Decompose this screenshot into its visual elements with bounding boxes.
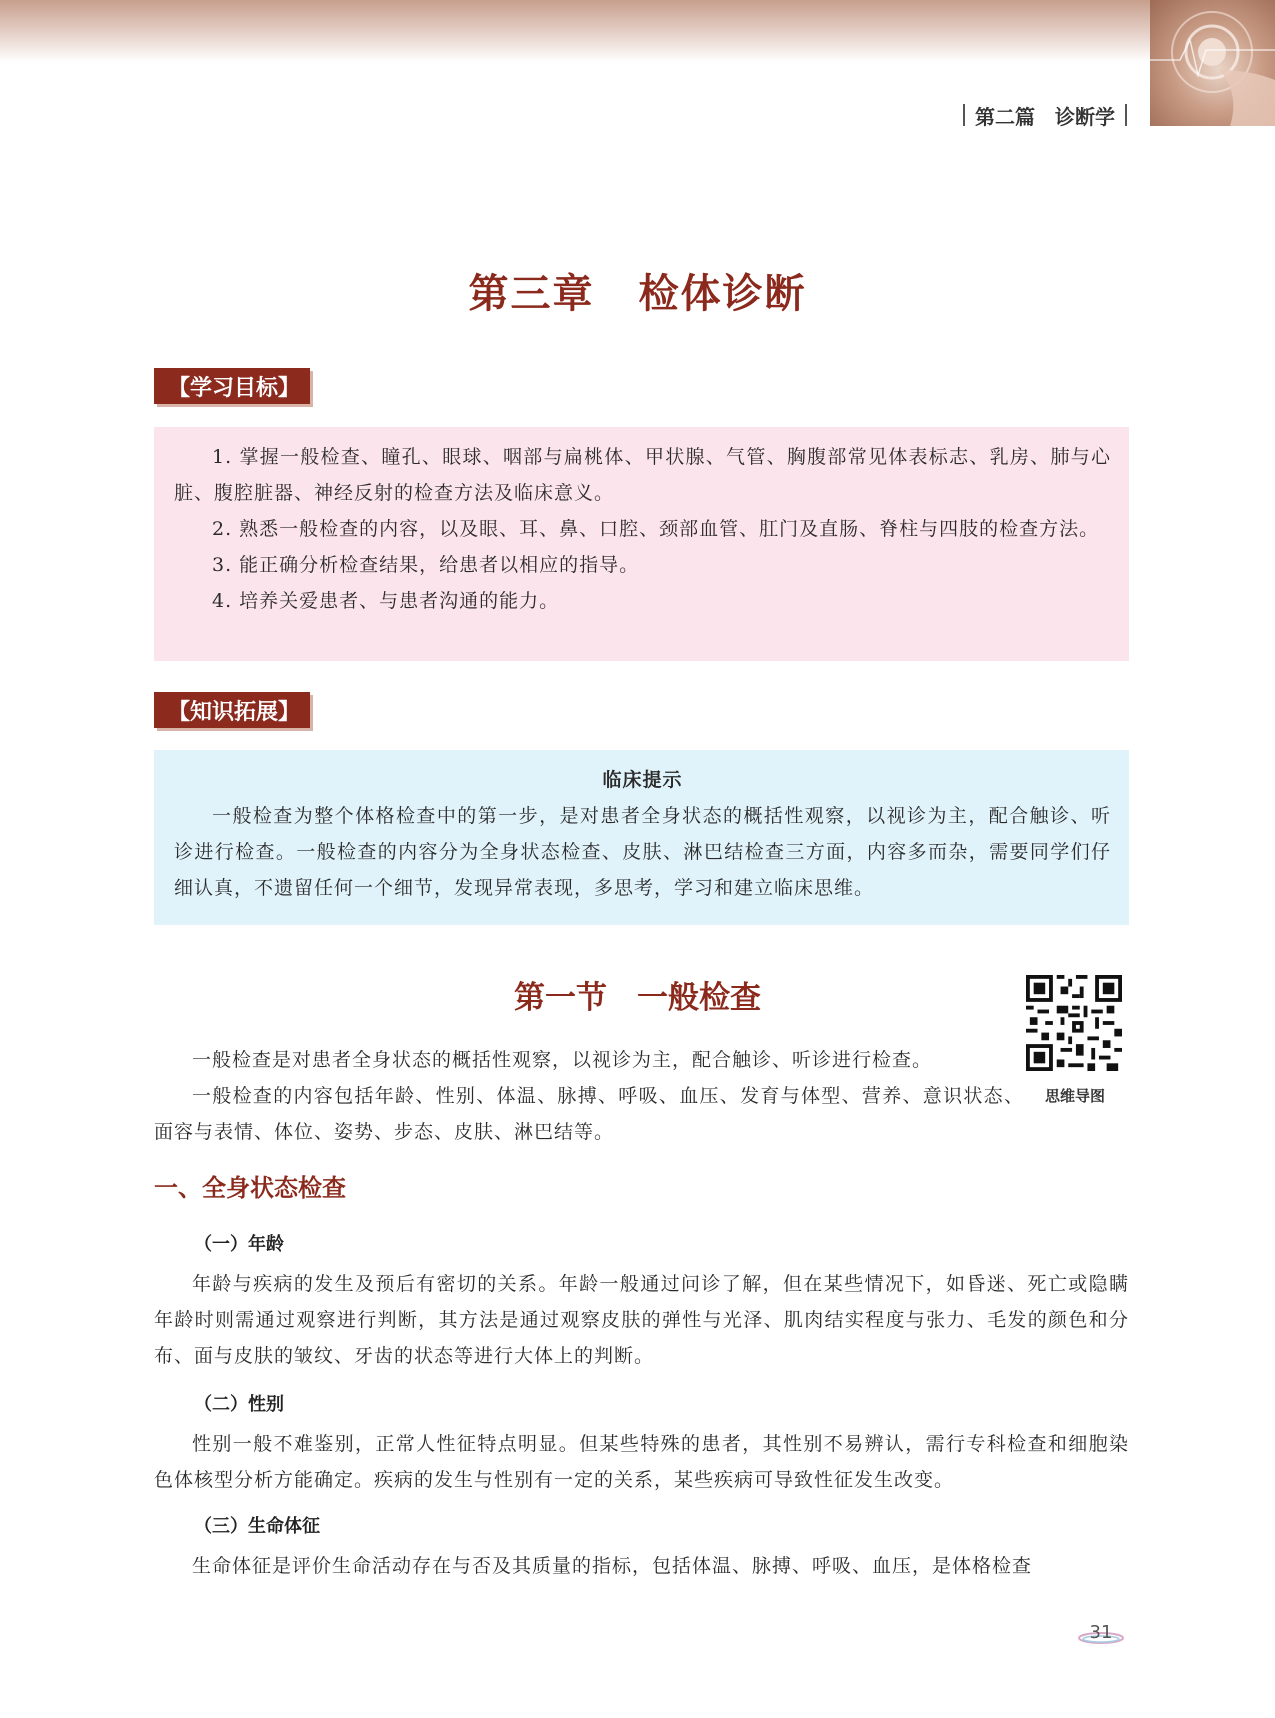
stethoscope-image (1150, 0, 1275, 126)
heading-general-status: 一、全身状态检查 (154, 1174, 346, 1202)
chapter-title (0, 262, 1275, 319)
clinical-tip-title: 临床提示 (602, 769, 683, 791)
qr-caption: 思维导图 (1044, 1087, 1105, 1105)
objectives-tag: 【学习目标】 (154, 368, 310, 404)
intro-paragraph: 一般检查是对患者全身状态的概括性观察，以视诊为主，配合触诊、听诊进行检查。 (192, 1049, 933, 1071)
running-header (953, 100, 1137, 130)
paragraph: 性别一般不难鉴别，正常人性征特点明显。但某些特殊的患者，其性别不易辨认，需行专科检查和细胞染色体核型分析方能确定。疾病的发生与性别有一定的关系，某些疾病可导致性征发生改变。 (154, 1433, 1129, 1491)
section-name: 一般检查 (637, 980, 761, 1016)
objective-item: 3. 能正确分析检查结果，给患者以相应的指导。 (212, 554, 640, 576)
header-subject: 诊断学 (1055, 104, 1115, 129)
page-number-text: 31 (1089, 1622, 1113, 1643)
paragraph: 年龄与疾病的发生及预后有密切的关系。年龄一般通过问诊了解，但在某些情况下，如昏迷、死亡或隐瞒年龄时则需通过观察进行判断，其方法是通过观察皮肤的弹性与光泽、肌肉结实程度与张力、毛发的颜色和分布、面与皮肤的皱纹、牙齿的状态等进行大体上的判断。 (154, 1273, 1129, 1367)
clinical-tip-text: 一般检查为整个体格检查中的第一步，是对患者全身状态的概括性观察，以视诊为主，配合触诊、听诊进行检查。一般检查的内容分为全身状态检查、皮肤、淋巴结检查三方面，内容多而杂，需要同学们仔细认真，不遗留任何一个细节，发现异常表现，多思考，学习和建立临床思维。 (174, 805, 1111, 899)
header-band (0, 0, 1275, 62)
chapter-name: 检体诊断 (638, 271, 807, 317)
section-number: 第一节 (514, 980, 607, 1016)
page-number (1076, 1620, 1126, 1650)
qr-code-icon[interactable] (1026, 975, 1122, 1071)
header-part: 第二篇 (975, 104, 1035, 129)
subsection-text-vital-signs (154, 1548, 1129, 1584)
header-divider-right (1125, 104, 1127, 126)
objectives-box (154, 427, 1129, 661)
intro-paragraph: 一般检查的内容包括年龄、性别、体温、脉搏、呼吸、血压、发育与体型、营养、意识状态、面容与表情、体位、姿势、步态、皮肤、淋巴结等。 (154, 1085, 1024, 1143)
paragraph: 生命体征是评价生命活动存在与否及其质量的指标，包括体温、脉搏、呼吸、血压，是体格检查 (192, 1555, 1033, 1577)
intro-text (154, 1042, 1024, 1150)
objective-item: 4. 培养关爱患者、与患者沟通的能力。 (212, 590, 560, 612)
objective-item: 1. 掌握一般检查、瞳孔、眼球、咽部与扁桃体、甲状腺、气管、胸腹部常见体表标志、乳房、肺与心脏、腹腔脏器、神经反射的检查方法及临床意义。 (174, 446, 1111, 504)
extension-tag: 【知识拓展】 (154, 692, 310, 728)
subsection-title-sex: （二）性别 (194, 1394, 284, 1415)
subsection-text-sex (154, 1426, 1129, 1498)
objective-item: 2. 熟悉一般检查的内容，以及眼、耳、鼻、口腔、颈部血管、肛门及直肠、脊柱与四肢的检查方法。 (212, 518, 1100, 540)
subsection-title-vital-signs: （三）生命体征 (194, 1516, 320, 1537)
subsection-title-age: （一）年龄 (194, 1234, 284, 1255)
clinical-tip-box (154, 750, 1129, 925)
subsection-text-age (154, 1266, 1129, 1374)
chapter-number: 第三章 (468, 271, 595, 317)
header-divider-left (963, 104, 965, 126)
